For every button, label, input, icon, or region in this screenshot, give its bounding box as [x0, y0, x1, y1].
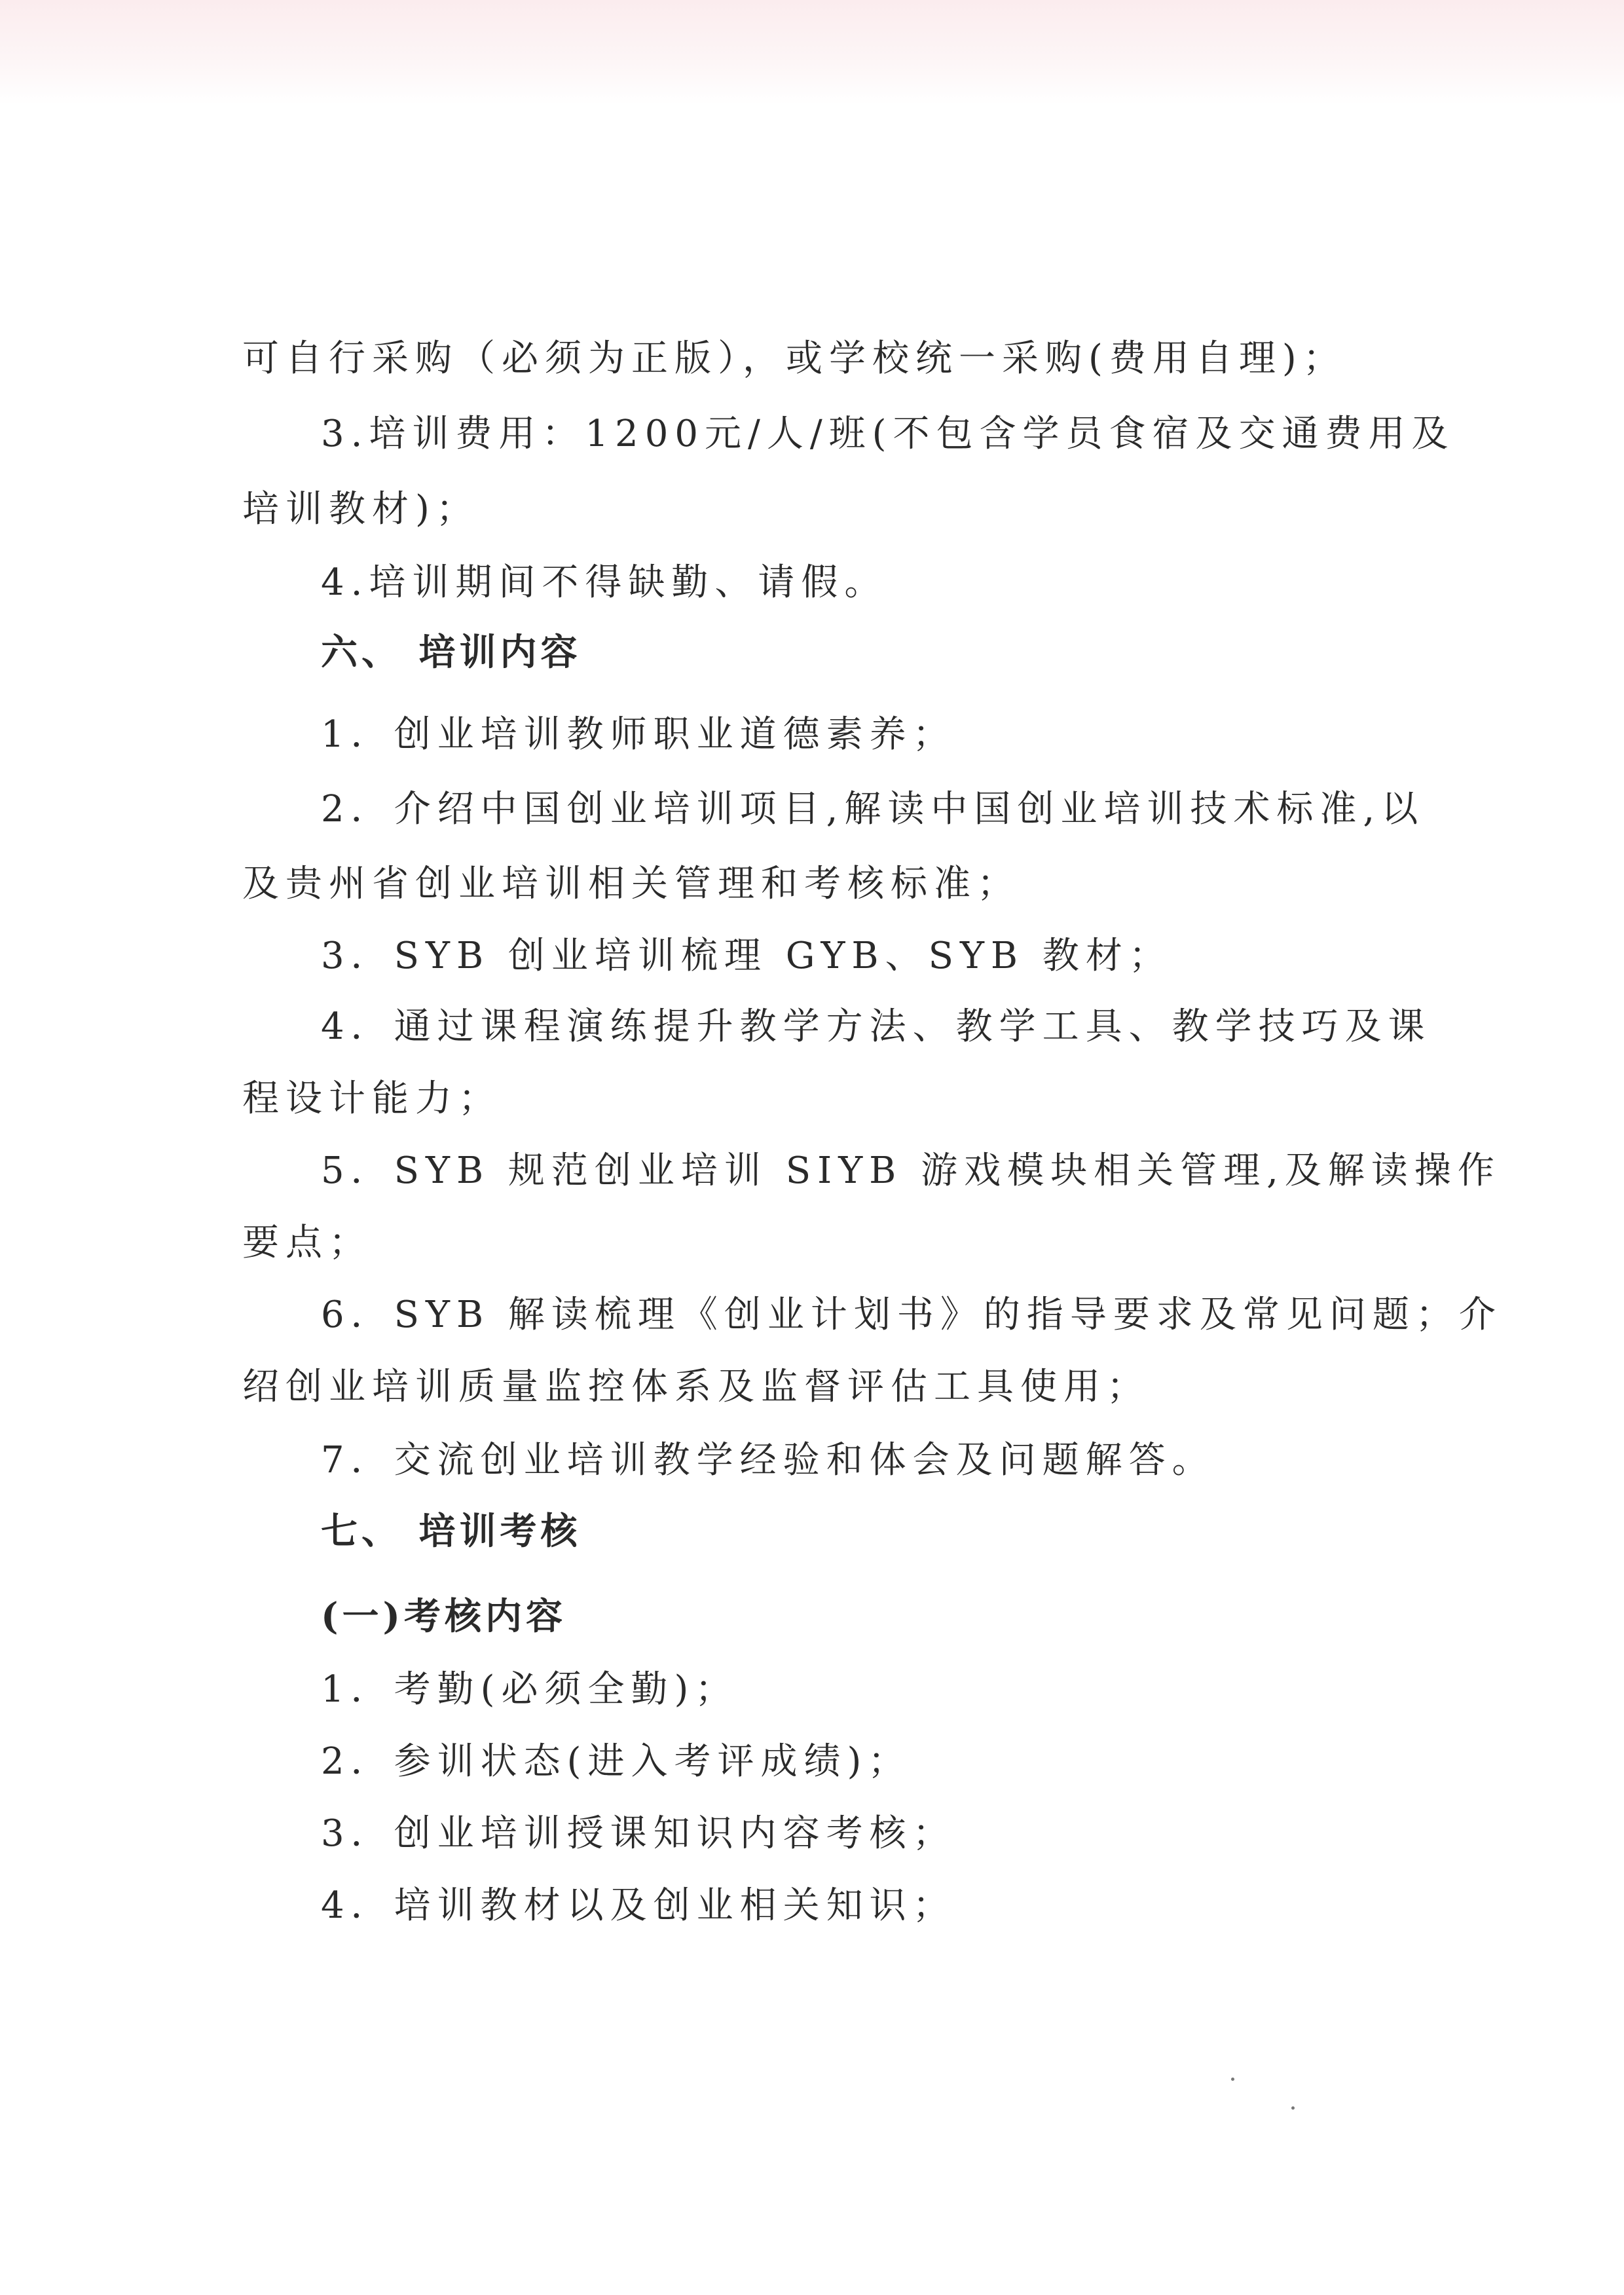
section-heading-6: 六、 培训内容	[321, 631, 581, 674]
text-line: 3.培训费用：1200元/人/班(不包含学员食宿及交通费用及	[321, 413, 1455, 455]
text-line: 4.培训期间不得缺勤、请假。	[321, 561, 888, 604]
text-line: 绍创业培训质量监控体系及监督评估工具使用；	[242, 1366, 1150, 1408]
text-line: 4．通过课程演练提升教学方法、教学工具、教学技巧及课	[321, 1005, 1431, 1048]
text-line: 培训教材)；	[242, 488, 479, 531]
text-line: 及贵州省创业培训相关管理和考核标准；	[242, 863, 1020, 905]
text-line: 7．交流创业培训教学经验和体会及问题解答。	[321, 1439, 1215, 1482]
text-line: 3．SYB 创业培训梳理 GYB、SYB 教材；	[321, 935, 1172, 977]
text-line: 4．培训教材以及创业相关知识；	[321, 1884, 956, 1927]
text-line: 要点；	[242, 1222, 372, 1264]
text-line: 2．介绍中国创业培训项目,解读中国创业培训技术标准,以	[321, 788, 1425, 830]
text-line: 程设计能力；	[242, 1077, 502, 1120]
text-line: 3．创业培训授课知识内容考核；	[321, 1812, 956, 1855]
text-line: 2．参训状态(进入考评成绩)；	[321, 1740, 912, 1783]
subsection-heading: (一)考核内容	[321, 1595, 566, 1638]
text-line: 5．SYB 规范创业培训 SIYB 游戏模块相关管理,及解读操作	[321, 1149, 1501, 1192]
scan-speck	[1231, 2078, 1234, 2081]
text-line: 1．创业培训教师职业道德素养；	[321, 713, 956, 756]
text-line: 6．SYB 解读梳理《创业计划书》的指导要求及常见问题；介	[321, 1294, 1502, 1336]
text-line: 1．考勤(必须全勤)；	[321, 1668, 739, 1711]
section-heading-7: 七、 培训考核	[321, 1510, 581, 1553]
text-line: 可自行采购（必须为正版），或学校统一采购(费用自理)；	[242, 337, 1346, 380]
scan-speck	[1291, 2106, 1295, 2110]
